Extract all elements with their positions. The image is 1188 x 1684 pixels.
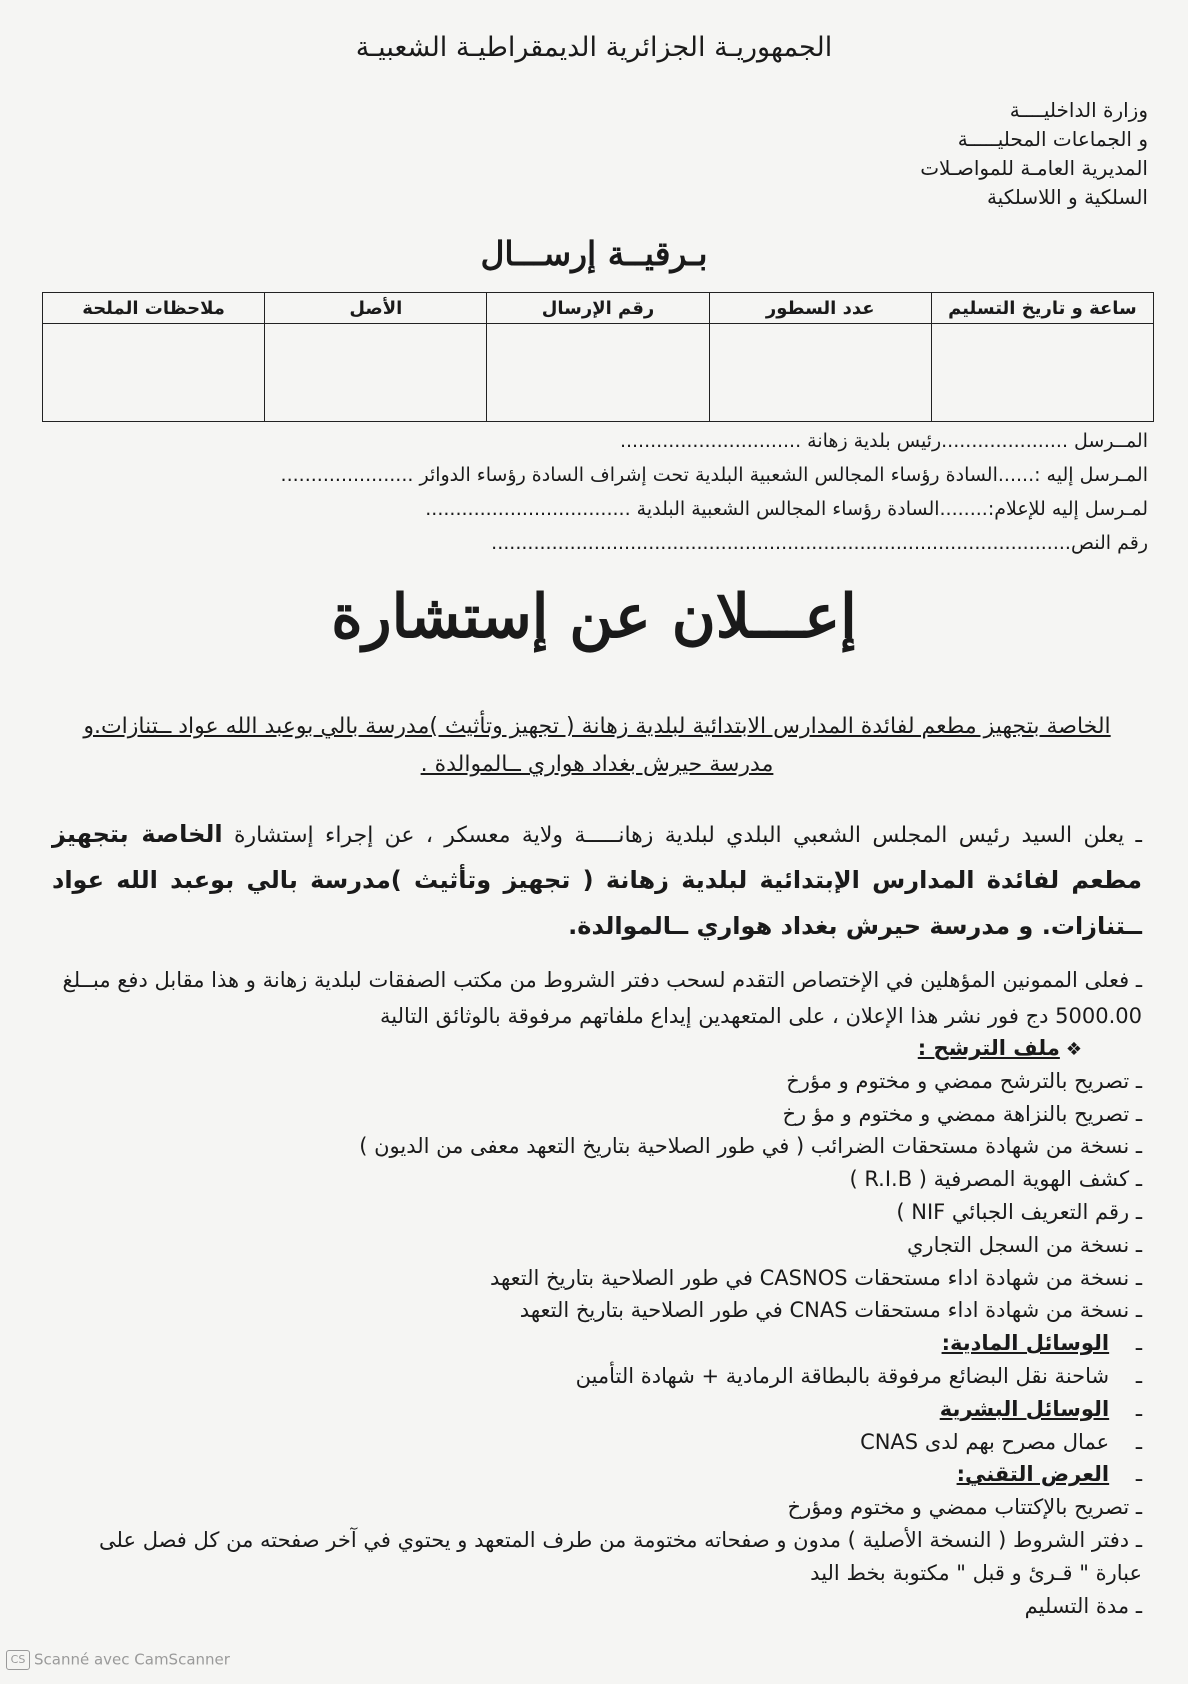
table-cell bbox=[709, 324, 931, 422]
ministry-block bbox=[688, 96, 1148, 212]
scanner-text: Scanné avec CamScanner bbox=[34, 1650, 230, 1669]
list-item: ـ نسخة من السجل التجاري bbox=[906, 1232, 1142, 1257]
scanner-watermark bbox=[6, 1650, 230, 1670]
list-item: ـ نسخة من شهادة اداء مستحقات CNAS في طور الصلاحية بتاريخ التعهد bbox=[519, 1298, 1142, 1323]
technical-heading-row: ـ العرض التقني: bbox=[956, 1462, 1142, 1487]
column-header: ساعة و تاريخ التسليم bbox=[931, 293, 1153, 324]
list-item: ـ تصريح بالنزاهة ممضي و مختوم و مؤ رخ bbox=[782, 1101, 1142, 1126]
column-header: ملاحظات الملحة bbox=[43, 293, 265, 324]
diamond-bullet-icon: ❖ bbox=[1065, 1039, 1082, 1060]
table-cell bbox=[931, 324, 1153, 422]
camscanner-icon: CS bbox=[6, 1650, 30, 1670]
list-item: ـ كشف الهوية المصرفية ( R.I.B ) bbox=[849, 1167, 1142, 1192]
republic-title: الجمهوريـة الجزائرية الديمقراطيـة الشعبيـة bbox=[355, 32, 833, 63]
withdrawal-paragraph: ـ فعلى الممونين المؤهلين في الإختصاص التقدم لسحب دفتر الشروط من مكتب الصفقات لبلدية زهانة و هذا مقابل دفع مبــلغ 5000.00 دج فور نشر هذا الإعلان ، على المتعهدين إيداع ملفاتهم مرفوقة بالوثائق التالية bbox=[62, 968, 1142, 1028]
material-heading: الوسائل المادية: bbox=[941, 1331, 1110, 1356]
technical-heading: العرض التقني: bbox=[956, 1462, 1110, 1487]
recipient-line: المـرسل إليه :......السادة رؤساء المجالس الشعبية البلدية تحت إشراف السادة رؤساء الدوائر ...................... bbox=[280, 464, 1148, 486]
list-item: ـ نسخة من شهادة مستحقات الضرائب ( في طور الصلاحية بتاريخ التعهد معفى من الديون ) bbox=[359, 1134, 1142, 1159]
list-item: ـ تصريح بالإكتتاب ممضي و مختوم ومؤرخ bbox=[787, 1495, 1142, 1520]
ministry-line: و الجماعات المحليـــــة bbox=[957, 127, 1148, 151]
ministry-line: وزارة الداخليــــة bbox=[1009, 98, 1148, 122]
sender-line: المــرسل .....................رئيس بلدية زهانة .............................. bbox=[619, 430, 1148, 452]
info-recipient-line: لمـرسل إليه للإعلام:........السادة رؤساء المجالس الشعبية البلدية .................................. bbox=[425, 498, 1148, 520]
material-heading-row: ـ الوسائل المادية: bbox=[941, 1331, 1142, 1356]
table-cell bbox=[265, 324, 487, 422]
table-cell bbox=[487, 324, 709, 422]
dossier-heading: ❖ملف الترشح : bbox=[917, 1036, 1082, 1060]
column-header: رقم الإرسال bbox=[487, 293, 709, 324]
table-row bbox=[43, 324, 1154, 422]
announcement-title: إعـــلان عن إستشارة bbox=[331, 582, 857, 652]
list-item: ـ دفتر الشروط ( النسخة الأصلية ) مدون و صفحاته مختومة من طرف المتعهد و يحتوي في آخر صفحته من كل فصل على عبارة " قـرئ و قبل " مكتوبة بخط اليد bbox=[99, 1527, 1142, 1585]
human-heading: الوسائل البشرية bbox=[939, 1396, 1110, 1421]
intro-bold-text: الخاصة بتجهيز مطعم لفائدة المدارس الإبتدائية لبلدية زهانة ( تجهيز وتأثيث )مدرسة بالي بوعبد الله عواد ــتنازات. و مدرسة حيرش بغداد هواري ــالموالدة. bbox=[52, 820, 1142, 940]
text-number-line: رقم النص................................................................................................ bbox=[491, 532, 1148, 554]
ministry-line: المديرية العامـة للمواصـلات bbox=[920, 156, 1148, 180]
ministry-line: السلكية و اللاسلكية bbox=[986, 185, 1148, 209]
list-item: ـ عمال مصرح بهم لدى CNAS bbox=[860, 1429, 1142, 1454]
transmission-table bbox=[42, 292, 1154, 422]
slip-title: بـرقيــة إرســـال bbox=[480, 234, 708, 273]
list-item: ـ رقم التعريف الجبائي NIF ) bbox=[896, 1199, 1142, 1224]
intro-text: ـ يعلن السيد رئيس المجلس الشعبي البلدي لبلدية زهانـــــة ولاية معسكر ، عن إجراء إستشارة bbox=[222, 823, 1142, 848]
list-item: ـ شاحنة نقل البضائع مرفوقة بالبطاقة الرمادية + شهادة التأمين bbox=[575, 1363, 1142, 1388]
list-item: ـ نسخة من شهادة اداء مستحقات CASNOS في طور الصلاحية بتاريخ التعهد bbox=[489, 1265, 1142, 1290]
announcement-subject: الخاصة بتجهيز مطعم لفائدة المدارس الابتدائية لبلدية زهانة ( تجهيز وتأثيث )مدرسة بالي بوعبد الله عواد ــتنازات.و مدرسة حيرش بغداد هواري ــالموالدة . bbox=[83, 714, 1111, 777]
requirements-list bbox=[52, 1032, 1142, 1623]
table-cell bbox=[43, 324, 265, 422]
announcement-intro bbox=[52, 812, 1142, 950]
list-item: ـ تصريح بالترشح ممضي و مختوم و مؤرخ bbox=[786, 1068, 1142, 1093]
human-heading-row: ـ الوسائل البشرية bbox=[939, 1396, 1142, 1421]
list-item: ـ مدة التسليم bbox=[1024, 1593, 1142, 1618]
column-header: الأصل bbox=[265, 293, 487, 324]
column-header: عدد السطور bbox=[709, 293, 931, 324]
